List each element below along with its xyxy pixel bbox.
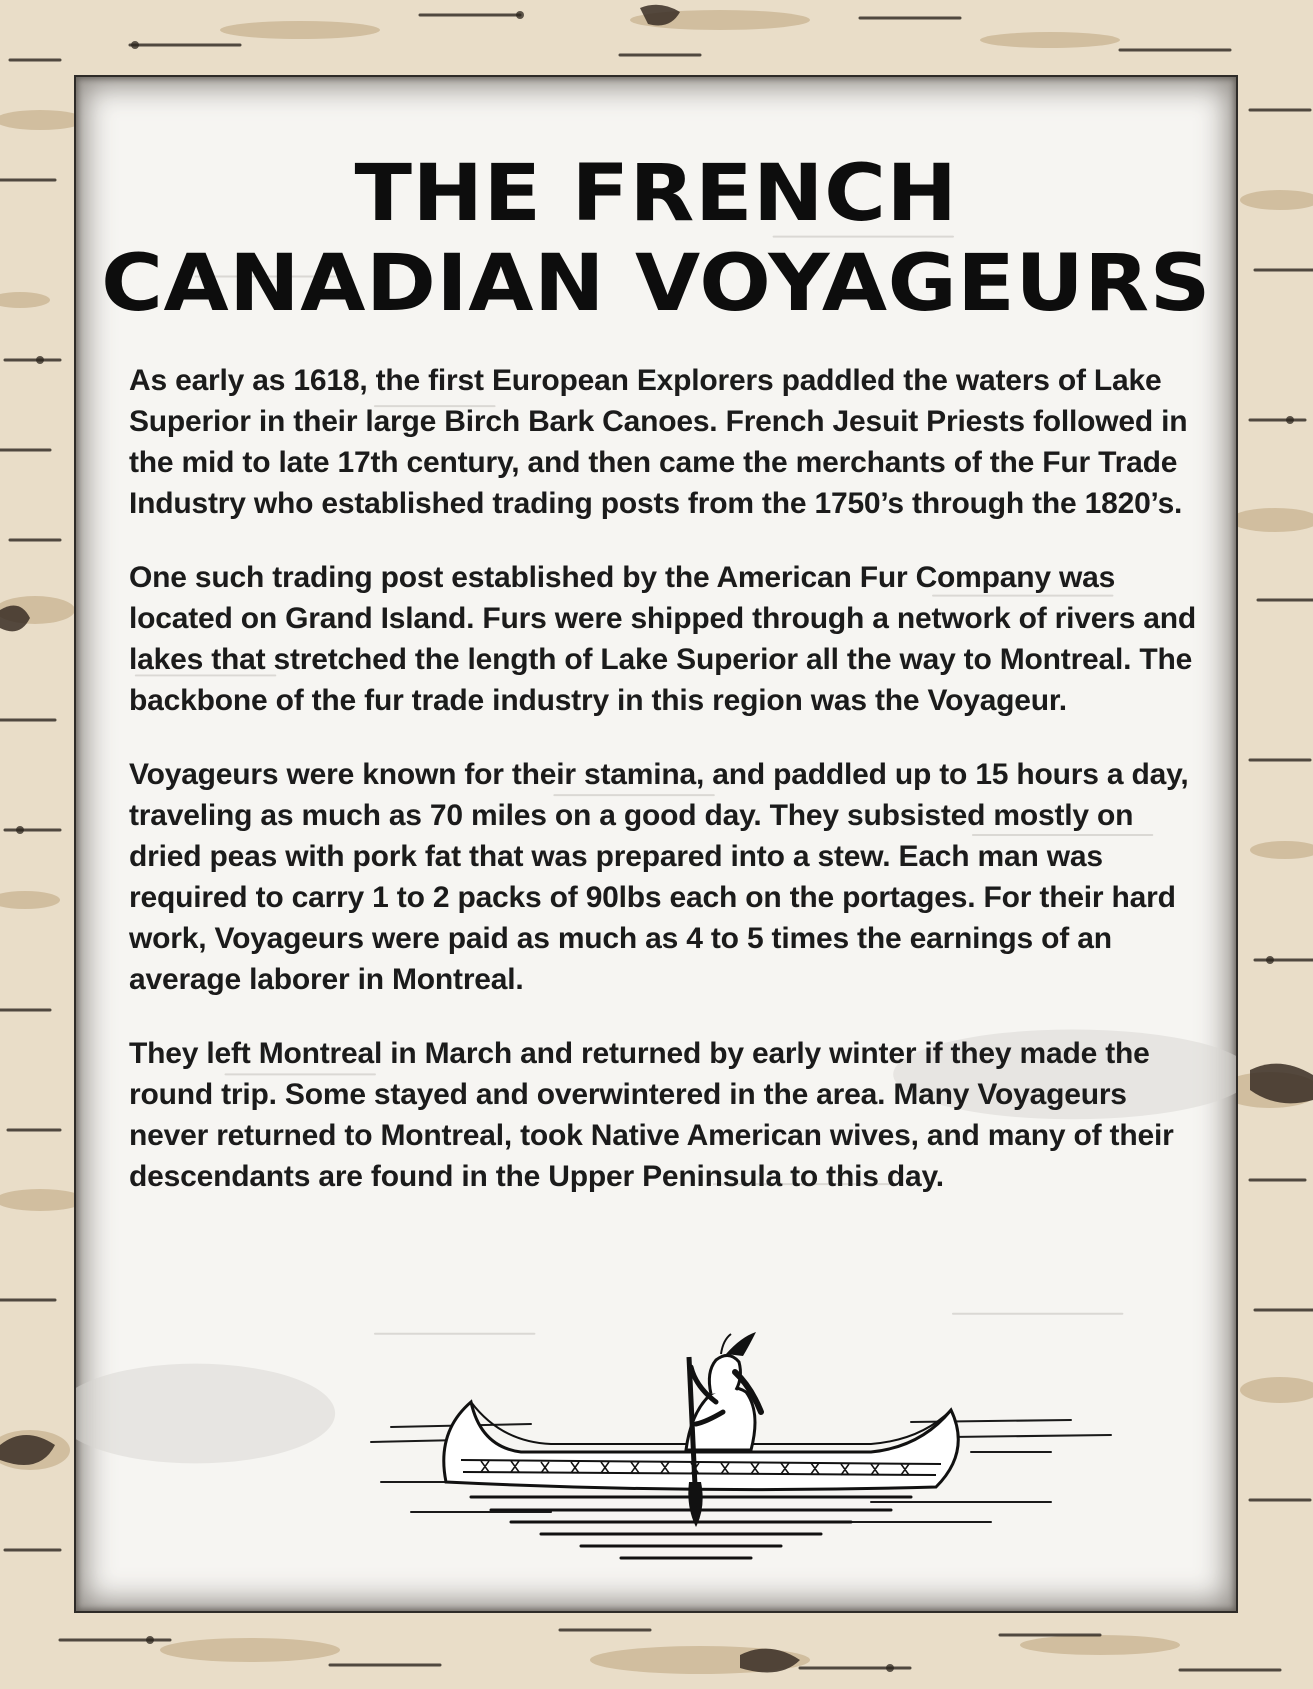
body-text [129, 360, 1199, 1230]
title-line-1: THE FRENCH [354, 149, 958, 239]
paragraph-voyageur-life: Voyageurs were known for their stamina, and paddled up to 15 hours a day, traveling as much as 70 miles on a good day. They subsisted mostly on dried peas with pork fat that was prepared into a stew. Each man was required to carry 1 to 2 packs of 90lbs each on the portages. For their hard work, Voyageurs were paid as much as 4 to 5 times the earnings of an average laborer in Montreal. [129, 758, 1189, 996]
title-line-2: CANADIAN VOYAGEURS [101, 239, 1211, 329]
paragraph-early-explorers: As early as 1618, the first European Explorers paddled the waters of Lake Superior in their large Birch Bark Canoes. French Jesuit Priests followed in the mid to late 17th century, and then came the merchants of the Fur Trade Industry who established trading posts from the 1750’s through the 1820’s. [129, 364, 1188, 520]
canoe-paddler-illustration [351, 1332, 1131, 1582]
text-panel [74, 75, 1238, 1613]
page-title [74, 149, 1238, 329]
paragraph-trading-post: One such trading post established by the American Fur Company was located on Grand Island. Furs were shipped through a network of rivers and lakes that stretched the length of Lake Superior all the way to Montreal. The backbone of the fur trade industry in this region was the Voyageur. [129, 561, 1197, 717]
paragraph-legacy: They left Montreal in March and returned by early winter if they made the round trip. Some stayed and overwintered in the area. Many Voyageurs never returned to Montreal, took Native American wives, and many of their descendants are found in the Upper Peninsula to this day. [129, 1037, 1174, 1193]
